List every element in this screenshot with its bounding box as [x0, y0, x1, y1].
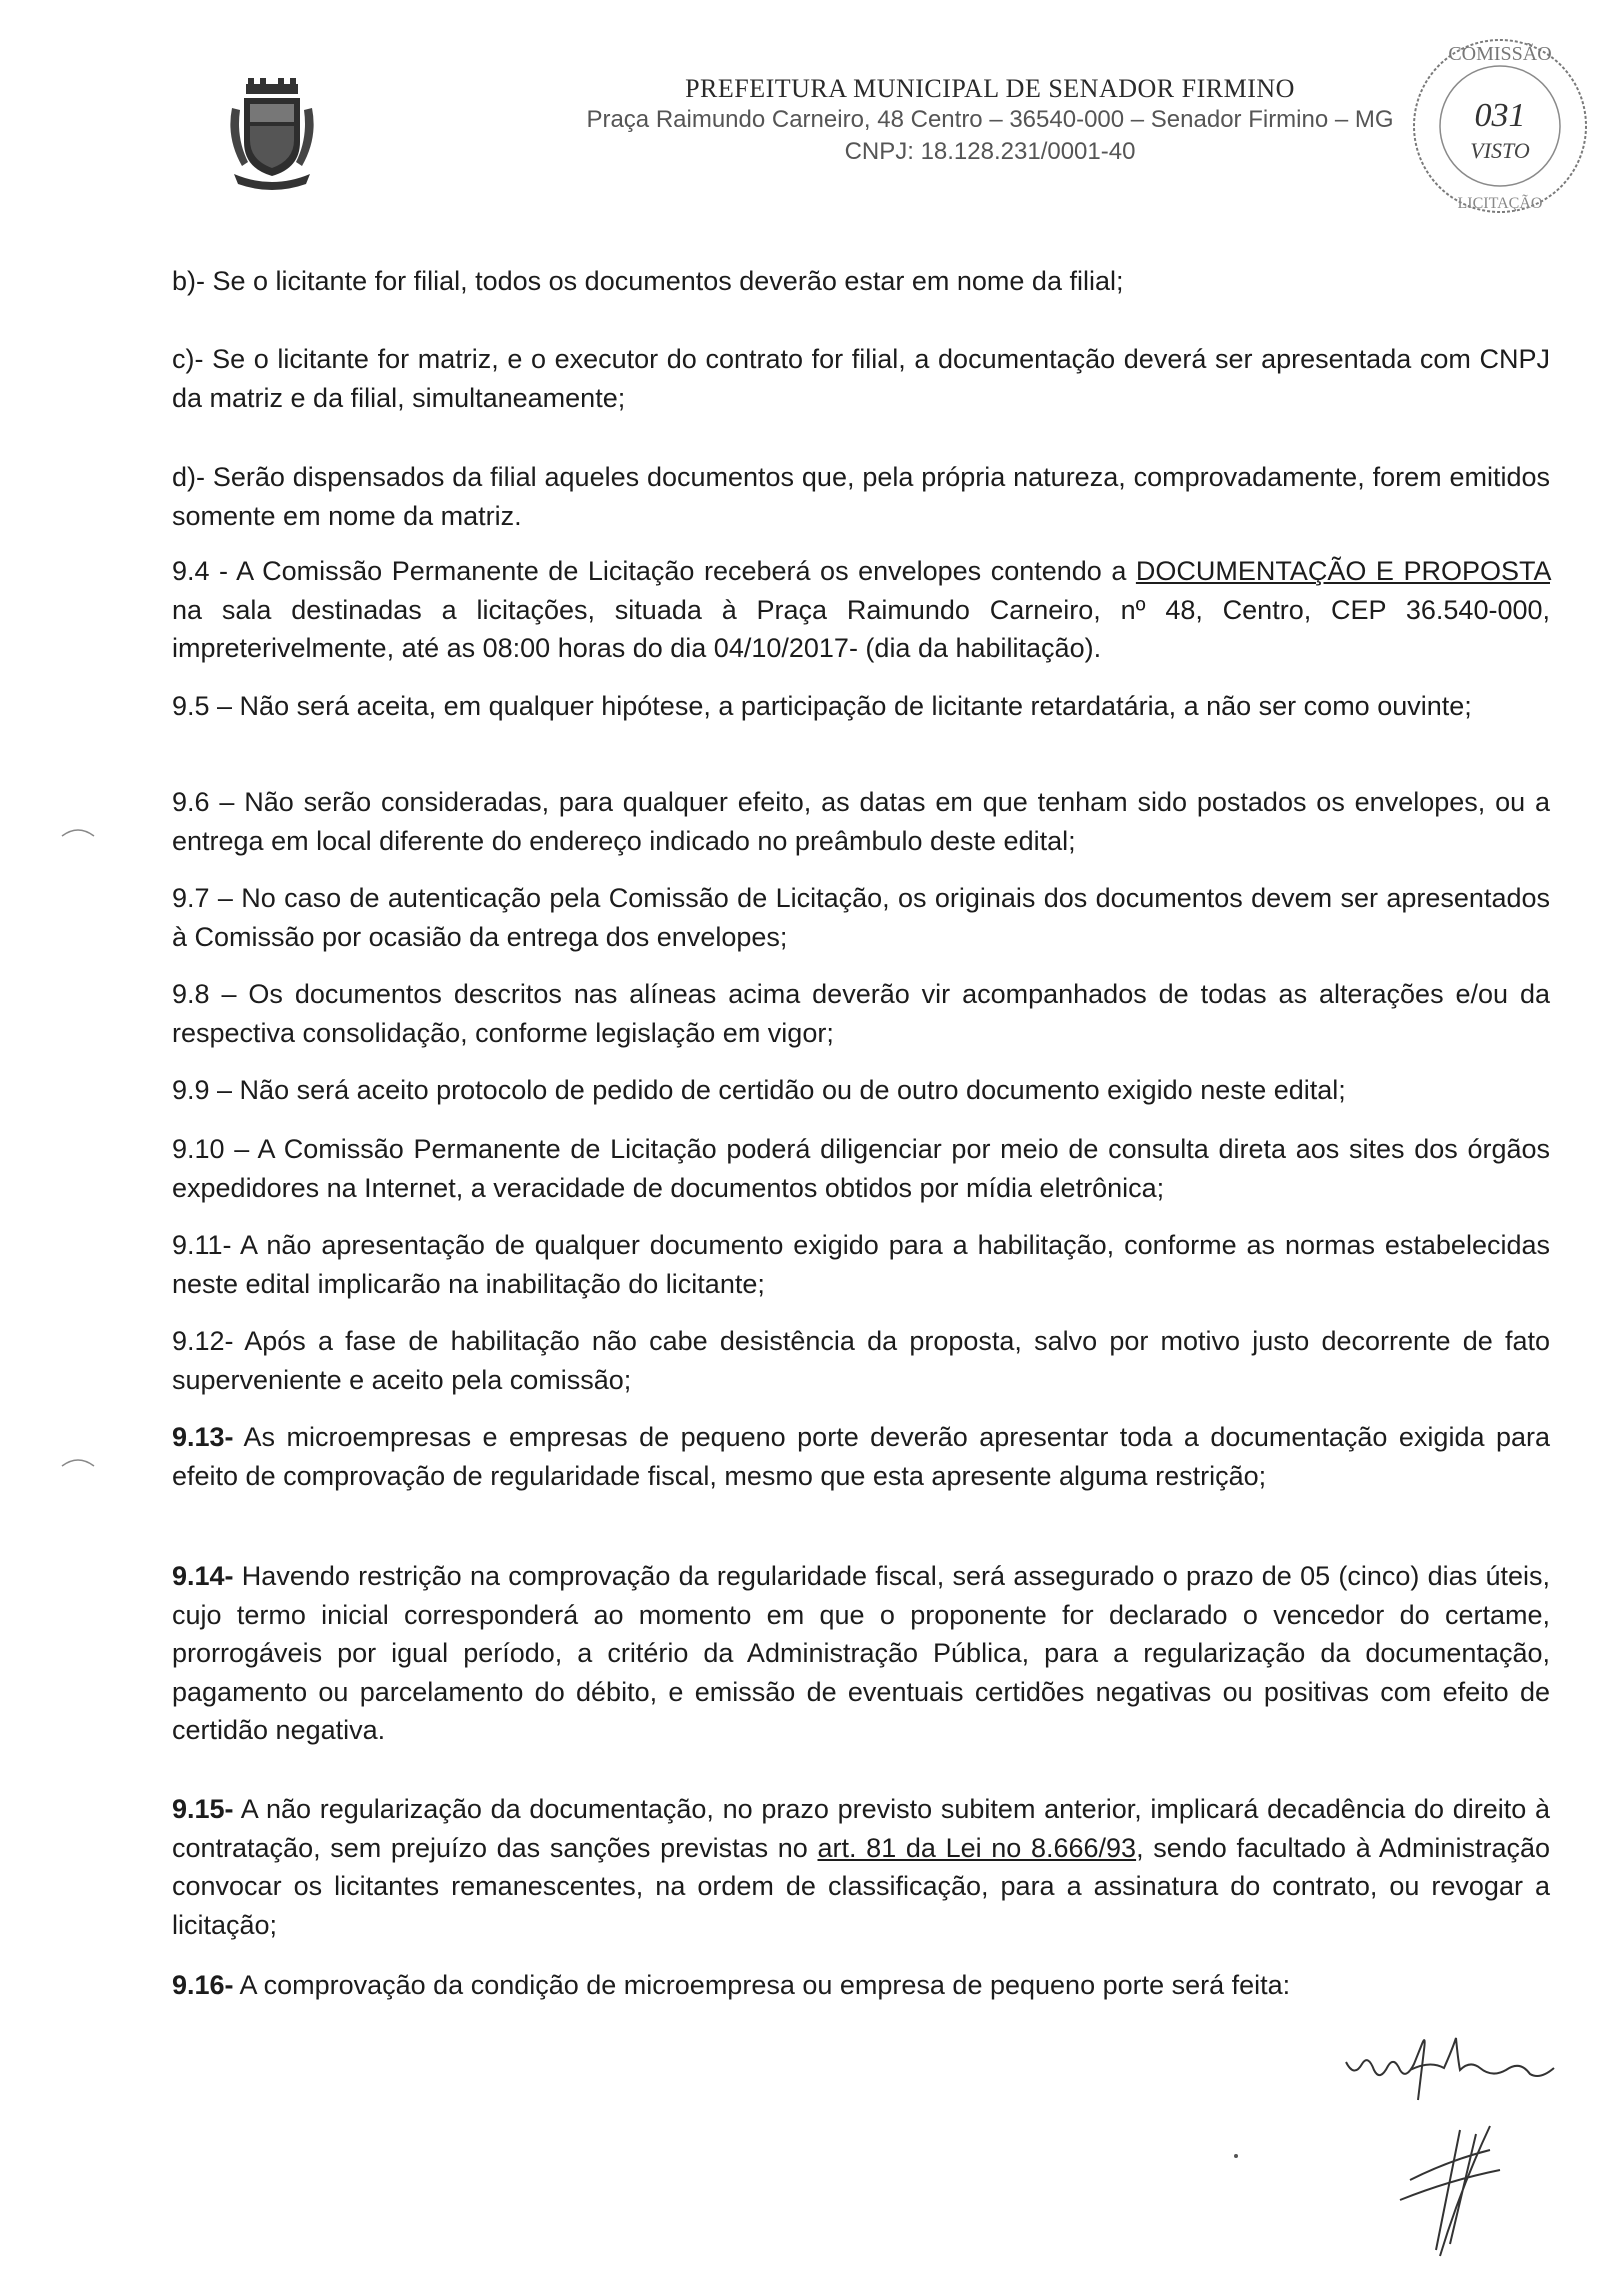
- clause-9-14-number: 9.14-: [172, 1561, 234, 1591]
- clause-9-16-text: A comprovação da condição de microempresa ou empresa de pequeno porte será feita:: [233, 1970, 1291, 2000]
- clause-9-6: 9.6 – Não serão consideradas, para qualquer efeito, as datas em que tenham sido postados os envelopes, ou a entrega em local diferente do endereço indicado no preâmbulo deste edital;: [172, 787, 1550, 856]
- clause-9-4: [172, 552, 1550, 668]
- clause-9-4-underlined: DOCUMENTAÇÃO E PROPOSTA: [1135, 556, 1550, 586]
- clause-9-15-text: A não regularização da documentação, no prazo previsto subitem anterior, implicará decadência do direito à contratação, sem prejuízo das sanções previstas no: [172, 1794, 1550, 1863]
- document-header: [0, 0, 1600, 220]
- clause-9-13-number: 9.13-: [172, 1422, 234, 1452]
- clause-9-14-text: Havendo restrição na comprovação da regularidade fiscal, será assegurado o prazo de 05 (cinco) dias úteis, cujo termo inicial corresponderá ao momento em que o proponente for declarado o vencedor do certame, prorrogáveis por igual período, a critério da Administração Pública, para a regularização da documentação, pagamento ou parcelamento do débito, e emissão de eventuais certidões negativas ou positivas com efeito de certidão negativa.: [172, 1561, 1550, 1745]
- paragraph-c: c)- Se o licitante for matriz, e o executor do contrato for filial, a documentação deverá ser apresentada com CNPJ da matriz e da filial, simultaneamente;: [172, 344, 1550, 413]
- clause-9-10: 9.10 – A Comissão Permanente de Licitação poderá diligenciar por meio de consulta direta aos sites dos órgãos expedidores na Internet, a veracidade de documentos obtidos por mídia eletrônica;: [172, 1134, 1550, 1203]
- clause-9-15: [172, 1790, 1550, 1944]
- stamp-top-text: COMISSÃO: [1448, 43, 1552, 65]
- clause-9-13: [172, 1418, 1550, 1495]
- stamp-visto: VISTO: [1470, 138, 1530, 163]
- clause-9-14: [172, 1557, 1550, 1750]
- municipality-address: Praça Raimundo Carneiro, 48 Centro – 36540-000 – Senador Firmino – MG: [586, 106, 1394, 133]
- paragraph-b: b)- Se o licitante for filial, todos os documentos deverão estar em nome da filial;: [172, 266, 1124, 296]
- clause-9-4-text-cont: na sala destinadas a licitações, situada à Praça Raimundo Carneiro, nº 48, Centro, CEP 36.540-000, impreterivelmente, até as 08:00 horas do dia 04/10/2017- (dia da habilitação).: [172, 594, 1550, 663]
- punch-mark: [60, 1456, 96, 1468]
- municipality-cnpj: CNPJ: 18.128.231/0001-40: [844, 138, 1136, 165]
- clause-9-5: 9.5 – Não será aceita, em qualquer hipótese, a participação de licitante retardatária, a não ser como ouvinte;: [172, 691, 1472, 721]
- clause-9-4-text: 9.4 - A Comissão Permanente de Licitação receberá os envelopes contendo a: [172, 556, 1136, 586]
- clause-9-9: 9.9 – Não será aceito protocolo de pedido de certidão ou de outro documento exigido neste edital;: [172, 1075, 1346, 1105]
- clause-9-11: 9.11- A não apresentação de qualquer documento exigido para a habilitação, conforme as normas estabelecidas neste edital implicarão na inabilitação do licitante;: [172, 1230, 1550, 1299]
- punch-mark: [60, 826, 96, 838]
- stamp-number: 031: [1474, 97, 1526, 134]
- stamp-bottom-text: LICITAÇÃO: [1457, 195, 1543, 212]
- clause-9-8: 9.8 – Os documentos descritos nas alíneas acima deverão vir acompanhados de todas as alterações e/ou da respectiva consolidação, conforme legislação em vigor;: [172, 979, 1550, 1048]
- paragraph-d: d)- Serão dispensados da filial aqueles documentos que, pela própria natureza, comprovadamente, forem emitidos somente em nome da matriz.: [172, 462, 1550, 531]
- clause-9-12: 9.12- Após a fase de habilitação não cabe desistência da proposta, salvo por motivo justo decorrente de fato superveniente e aceito pela comissão;: [172, 1326, 1550, 1395]
- clause-9-13-text: As microempresas e empresas de pequeno porte deverão apresentar toda a documentação exigida para efeito de comprovação de regularidade fiscal, mesmo que esta apresente alguma restrição;: [172, 1422, 1550, 1491]
- clause-9-15-text-cont: , sendo facultado à Administração convocar os licitantes remanescentes, na ordem de classificação, para a assinatura do contrato, ou revogar a licitação;: [172, 1832, 1550, 1940]
- handwritten-rubric: [1340, 2030, 1560, 2260]
- municipal-crest-icon: [224, 78, 320, 190]
- municipality-title: PREFEITURA MUNICIPAL DE SENADOR FIRMINO: [685, 74, 1295, 103]
- clause-9-15-law-reference: art. 81 da Lei no 8.666/93: [817, 1832, 1137, 1863]
- commission-stamp: [1400, 26, 1600, 226]
- stray-dot: [1234, 2154, 1238, 2158]
- clause-9-16: [172, 1966, 1290, 2005]
- clause-9-7: 9.7 – No caso de autenticação pela Comissão de Licitação, os originais dos documentos devem ser apresentados à Comissão por ocasião da entrega dos envelopes;: [172, 883, 1550, 952]
- clause-9-16-number: 9.16-: [172, 1970, 234, 2000]
- clause-9-15-number: 9.15-: [172, 1794, 234, 1824]
